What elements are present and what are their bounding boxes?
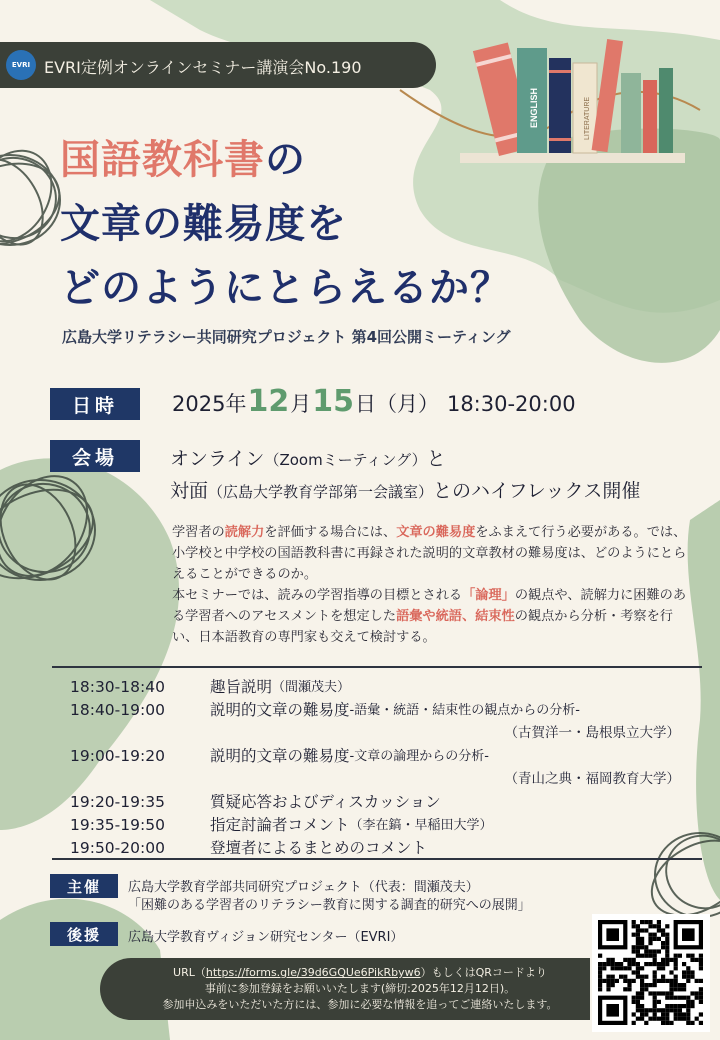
venue-inperson: 対面 xyxy=(170,480,209,502)
schedule-affiliation: （青山之典・福岡教育大学） xyxy=(504,771,680,787)
text: を評価する場合には、 xyxy=(264,525,397,540)
book-red xyxy=(643,80,657,153)
schedule-row xyxy=(70,791,690,814)
schedule-time: 19:35-19:50 xyxy=(70,816,165,834)
schedule-row xyxy=(70,837,690,860)
schedule-bottom-rule xyxy=(52,858,702,860)
registration-text xyxy=(130,965,590,1013)
date-day: 15 xyxy=(312,384,354,419)
organizer-tag: 主催 xyxy=(50,874,118,898)
text: をふまえて行う必要がある。では、小学校と中学校の国語教科書に再録された説明的文章教材の難易度は、どのようにとらえることができるのか。 xyxy=(172,525,687,582)
registration-line-3: 参加申込みをいただいた方には、参加に必要な情報を追ってご連絡いたします。 xyxy=(162,998,558,1011)
shelf xyxy=(460,153,685,163)
date-year: 2025年 xyxy=(172,392,247,416)
venue-hyflex: とのハイフレックス開催 xyxy=(433,480,641,502)
schedule-row xyxy=(70,814,690,837)
book-sage xyxy=(621,73,641,153)
venue-and: と xyxy=(426,448,446,470)
highlight-goi: 語彙や統語、結束性 xyxy=(396,609,515,624)
schedule-time: 18:30-18:40 xyxy=(70,678,165,696)
description-p1 xyxy=(172,522,692,585)
schedule-note: -語彙・統語・結束性の観点からの分析- xyxy=(349,703,580,718)
qr-code[interactable] xyxy=(592,914,710,1032)
schedule-time: 18:40-19:00 xyxy=(70,701,165,719)
date-line xyxy=(172,384,576,419)
date-day-unit: 日（月） xyxy=(354,392,439,416)
subtitle: 広島大学リテラシー共同研究プロジェクト 第4回公開ミーティング xyxy=(62,328,511,346)
schedule-row xyxy=(70,699,690,722)
text: の観点から分析・考察を行い、日本語教育の専門家も交えて検討する。 xyxy=(172,609,673,645)
bookshelf-illustration xyxy=(455,28,695,168)
schedule-note: -文章の論理からの分析- xyxy=(349,749,489,764)
venue-room: （広島大学教育学部第一会議室） xyxy=(208,483,434,501)
organizer-line-2: 「困難のある学習者のリテラシー教育に関する調査的研究への展開」 xyxy=(128,898,531,913)
schedule-row xyxy=(70,745,690,768)
schedule-row xyxy=(70,676,690,699)
text: 学習者の xyxy=(172,525,225,540)
text: の観点や、読解力に困難のある学習者へのアセスメントを想定した xyxy=(172,588,687,624)
schedule-title: 指定討論者コメント xyxy=(210,816,350,834)
schedule-time: 19:20-19:35 xyxy=(70,793,165,811)
schedule-title: 説明的文章の難易度 xyxy=(210,747,350,765)
date-month-unit: 月 xyxy=(290,392,312,416)
description xyxy=(172,522,692,648)
date-time: 18:30-20:00 xyxy=(446,392,576,416)
title-line-3: どのようにとらえるか？ xyxy=(60,265,511,311)
book-green xyxy=(659,68,673,153)
highlight-ronri: 「論理」 xyxy=(462,588,515,603)
series-title: EVRI定例オンラインセミナー講演会No.190 xyxy=(44,58,362,77)
date-tag: 日時 xyxy=(50,388,140,420)
venue-zoom: （Zoomミーティング） xyxy=(264,451,427,469)
title-line-1-rest: の xyxy=(265,137,306,183)
support-text: 広島大学教育ヴィジョン研究センター（EVRI） xyxy=(128,930,404,945)
evri-logo: EVRI xyxy=(6,50,36,80)
registration-line-1 xyxy=(130,965,590,981)
schedule-title: 説明的文章の難易度 xyxy=(210,701,350,719)
schedule xyxy=(70,676,690,860)
book-spine-literature: LITERATURE xyxy=(584,96,591,140)
venue-tag: 会場 xyxy=(50,440,140,472)
description-p2 xyxy=(172,585,692,648)
text: 本セミナーでは、読みの学習指導の目標とされる xyxy=(172,588,463,603)
schedule-affiliation: （古賀洋一・島根県立大学） xyxy=(504,725,680,741)
text: ）もしくはQRコードより xyxy=(420,966,547,979)
registration-line-2: 事前に参加登録をお願いいたします(締切:2025年12月12日)。 xyxy=(204,982,516,995)
qr-code-pattern xyxy=(592,914,710,1032)
organizer-line-1: 広島大学教育学部共同研究プロジェクト（代表：間瀬茂夫） xyxy=(128,880,479,895)
title-accent: 国語教科書 xyxy=(60,137,265,183)
highlight-nanido: 文章の難易度 xyxy=(396,525,476,540)
venue-online: オンライン xyxy=(170,448,265,470)
venue-line-1 xyxy=(170,444,446,471)
schedule-top-rule xyxy=(52,666,702,668)
date-month: 12 xyxy=(247,384,290,419)
schedule-title: 登壇者によるまとめのコメント xyxy=(210,839,428,857)
schedule-note: （間瀬茂夫） xyxy=(272,680,351,695)
book-spine-english: ENGLISH xyxy=(529,87,539,128)
schedule-time: 19:50-20:00 xyxy=(70,839,165,857)
title-line-1 xyxy=(60,128,306,185)
schedule-time: 19:00-19:20 xyxy=(70,747,165,765)
venue-line-2 xyxy=(170,476,640,503)
highlight-dokkairyoku: 読解力 xyxy=(224,525,265,540)
registration-link[interactable]: https://forms.gle/39d6GQUe6PikRbyw6 xyxy=(205,966,421,979)
schedule-title: 質疑応答およびディスカッション xyxy=(210,793,441,811)
title-line-2: 文章の難易度を xyxy=(60,201,347,247)
support-tag: 後援 xyxy=(50,922,118,946)
schedule-title: 趣旨説明 xyxy=(210,678,273,696)
schedule-note: （李在鎬・早稲田大学） xyxy=(349,818,493,833)
text: URL（ xyxy=(173,966,206,979)
